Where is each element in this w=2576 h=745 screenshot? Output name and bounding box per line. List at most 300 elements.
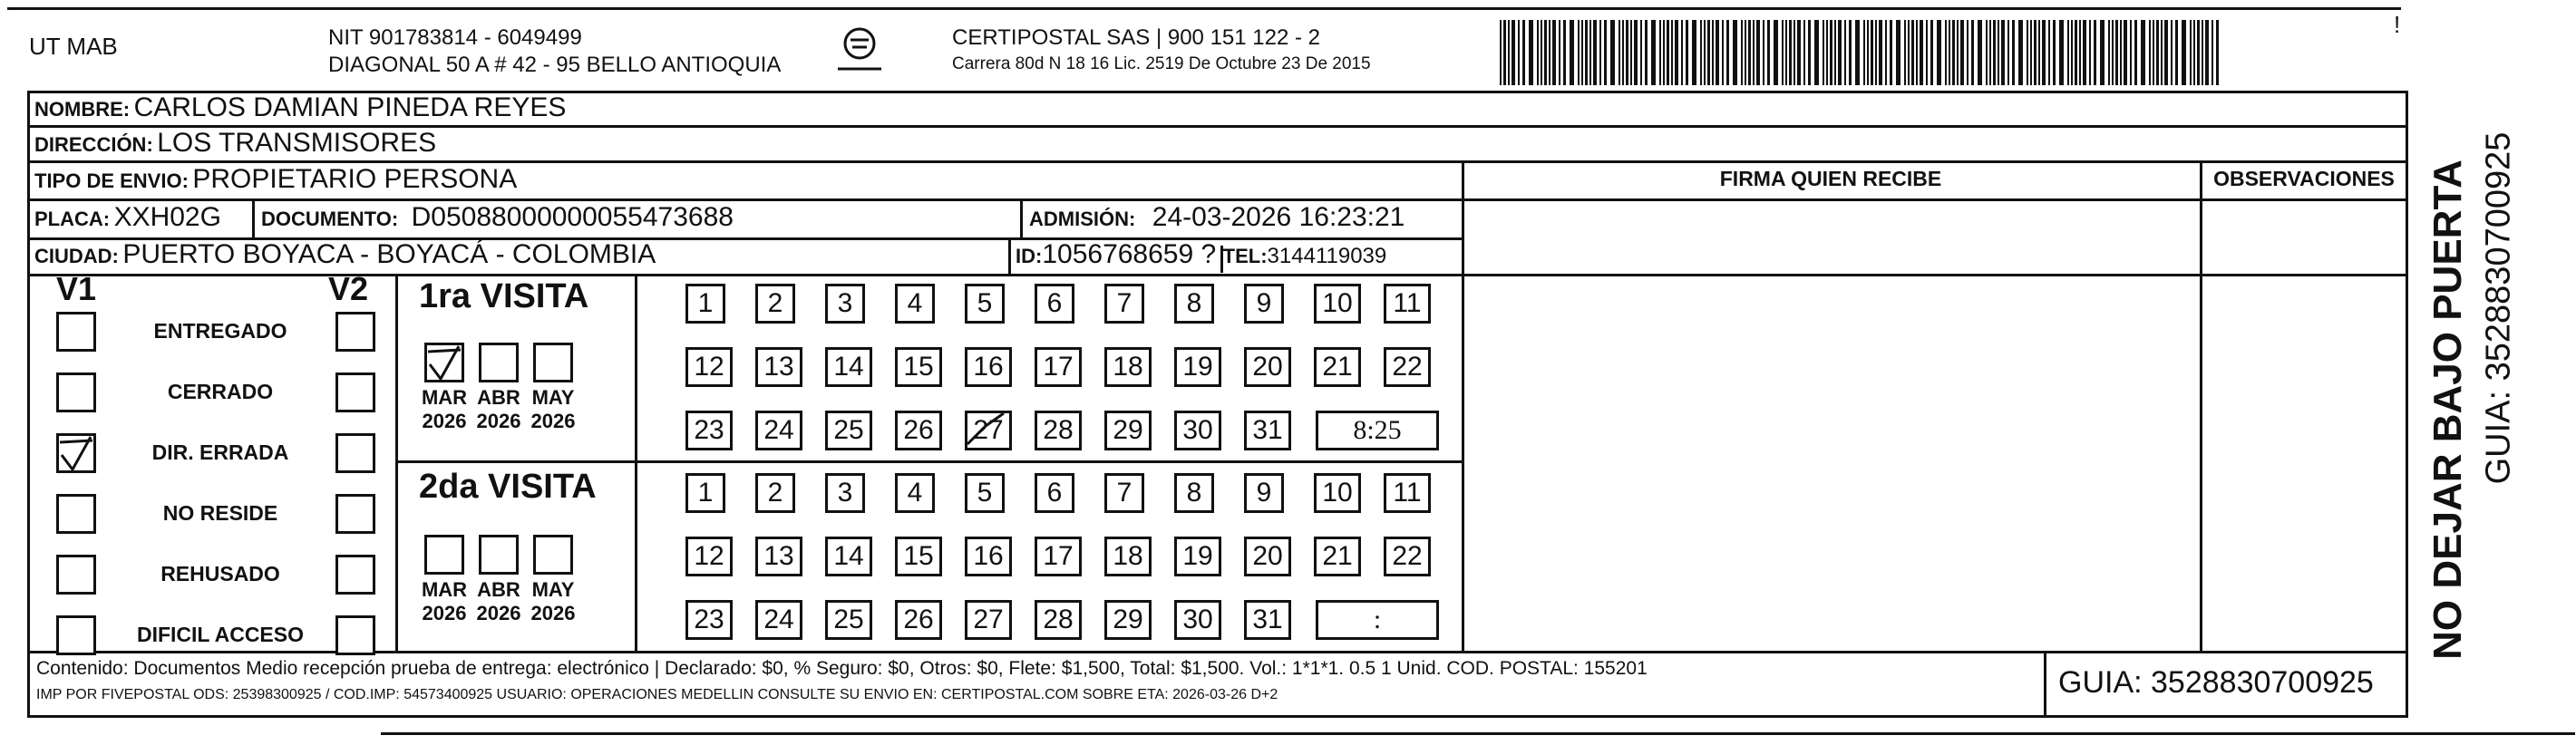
footer-guia: GUIA: 3528830700925: [2058, 665, 2374, 700]
documento-field: [261, 202, 734, 233]
day-cell[interactable]: [965, 600, 1012, 640]
barcode-bar: [2079, 20, 2081, 85]
barcode-bar: [1659, 20, 1661, 85]
month-checkbox[interactable]: [533, 535, 573, 575]
barcode-bar: [1937, 20, 1941, 85]
barcode-bar: [1599, 20, 1601, 85]
status-v2-checkbox[interactable]: [335, 433, 375, 473]
barcode-bar: [1570, 20, 1574, 85]
sender-address: DIAGONAL 50 A # 42 - 95 BELLO ANTIOQUIA: [328, 53, 782, 77]
barcode-bar: [1896, 20, 1900, 85]
visit1-title: 1ra VISITA: [419, 277, 589, 315]
barcode-bar: [1967, 20, 1968, 85]
day-number: 24: [763, 415, 794, 445]
day-number: 14: [833, 541, 864, 571]
barcode-bar: [2197, 20, 2200, 85]
barcode-bar: [1993, 20, 1996, 85]
day-cell[interactable]: [1384, 537, 1431, 576]
barcode-bar: [2182, 20, 2186, 85]
status-v1-checkbox[interactable]: [56, 372, 96, 412]
day-cell[interactable]: [825, 347, 872, 387]
day-cell[interactable]: [1244, 537, 1291, 576]
barcode-bar: [2190, 20, 2192, 85]
observaciones-header: OBSERVACIONES: [2213, 167, 2395, 190]
barcode-bar: [1634, 20, 1638, 85]
direccion-field: [34, 128, 436, 159]
day-number: 12: [694, 352, 724, 382]
day-number: 15: [903, 541, 934, 571]
day-cell[interactable]: [1104, 600, 1152, 640]
day-number: 4: [907, 478, 923, 508]
day-cell[interactable]: [895, 347, 942, 387]
status-v1-checkbox[interactable]: [56, 615, 96, 655]
barcode-bar: [1797, 20, 1801, 85]
barcode-bar: [1626, 20, 1628, 85]
barcode-bar: [1789, 20, 1792, 85]
day-number: 8: [1186, 288, 1202, 318]
day-number: 1: [697, 478, 714, 508]
day-number: 3: [837, 288, 853, 318]
barcode-bar: [2112, 20, 2114, 85]
day-cell[interactable]: [685, 284, 725, 324]
tel-label: TEL:: [1222, 245, 1268, 267]
barcode-bar: [2094, 20, 2096, 85]
barcode-bar: [1745, 20, 1746, 85]
day-cell[interactable]: [1244, 473, 1284, 513]
barcode-bar: [2115, 20, 2118, 85]
day-number: 17: [1043, 352, 1074, 382]
time-field[interactable]: [1316, 411, 1439, 450]
barcode-bar: [1675, 20, 1678, 85]
barcode-bar: [1610, 20, 1615, 85]
month-checkbox[interactable]: [533, 343, 573, 382]
day-number: 27: [973, 415, 1004, 445]
day-cell[interactable]: [965, 537, 1012, 576]
barcode-bar: [2059, 20, 2064, 85]
id-label: ID:: [1016, 245, 1043, 267]
status-v1-checkbox[interactable]: [56, 433, 96, 473]
barcode-bar: [2175, 20, 2178, 85]
day-cell[interactable]: [685, 600, 733, 640]
day-number: 21: [1322, 541, 1353, 571]
tipo-envio-label: TIPO DE ENVIO:: [34, 169, 189, 192]
barcode-bar: [2164, 20, 2168, 85]
day-cell[interactable]: [1104, 411, 1152, 450]
tipo-envio-value: PROPIETARIO PERSONA: [192, 164, 518, 194]
day-number: 30: [1182, 415, 1213, 445]
barcode-bar: [1712, 20, 1714, 85]
month-checkbox[interactable]: [424, 535, 464, 575]
barcode-bar: [1767, 20, 1770, 85]
barcode-bar: [1774, 20, 1778, 85]
day-cell[interactable]: [755, 473, 795, 513]
day-cell[interactable]: [1174, 411, 1221, 450]
status-v2-checkbox[interactable]: [335, 372, 375, 412]
day-cell[interactable]: [1174, 473, 1214, 513]
footer-imp: IMP POR FIVEPOSTAL ODS: 25398300925 / COD.IMP: 54573400925 USUARIO: OPERACIONES MEDELLIN CONSULTE SU ENVIO EN: CERTIPOSTAL.COM SOBRE ETA: 2026-03-26 D+2: [36, 687, 1278, 702]
status-label: DIR. ERRADA: [151, 440, 289, 464]
barcode-bar: [1826, 20, 1828, 85]
month-checkbox[interactable]: [479, 535, 519, 575]
day-number: 28: [1043, 605, 1074, 634]
barcode-bar: [1651, 20, 1656, 85]
day-number: 18: [1113, 352, 1143, 382]
day-number: 25: [833, 605, 864, 634]
day-cell[interactable]: [1104, 284, 1144, 324]
corner-mark: !: [2394, 11, 2401, 38]
day-cell[interactable]: [1244, 284, 1284, 324]
barcode-bar: [2120, 20, 2122, 85]
no-dejar-bajo-puerta: NO DEJAR BAJO PUERTA: [2425, 160, 2470, 660]
barcode-bar: [2075, 20, 2077, 85]
day-cell[interactable]: [685, 347, 733, 387]
placa-value: XXH02G: [113, 202, 221, 232]
day-cell[interactable]: [895, 411, 942, 450]
day-number: 31: [1252, 415, 1283, 445]
barcode-bar: [1692, 20, 1696, 85]
month-checkbox[interactable]: [424, 343, 464, 382]
barcode-bar: [1549, 20, 1550, 85]
month-label: ABR: [477, 386, 520, 409]
barcode-bar: [1814, 20, 1819, 85]
year-label: 2026: [476, 410, 521, 432]
month-label: MAR: [421, 386, 468, 409]
day-cell[interactable]: [825, 537, 872, 576]
day-cell[interactable]: [1104, 537, 1152, 576]
day-cell[interactable]: [1035, 537, 1082, 576]
barcode-bar: [2216, 20, 2219, 85]
day-cell[interactable]: [1104, 347, 1152, 387]
barcode-bar: [2053, 20, 2056, 85]
day-cell[interactable]: [965, 411, 1012, 450]
day-cell[interactable]: [825, 600, 872, 640]
day-number: 15: [903, 352, 934, 382]
status-v1-checkbox[interactable]: [56, 555, 96, 595]
day-number: 26: [903, 415, 934, 445]
barcode-bar: [1563, 20, 1566, 85]
day-number: 30: [1182, 605, 1213, 634]
barcode-bar: [1763, 20, 1764, 85]
barcode-bar: [1585, 20, 1588, 85]
barcode-bar: [1855, 20, 1860, 85]
barcode-bar: [1722, 20, 1724, 85]
day-cell[interactable]: [685, 473, 725, 513]
barcode-bar: [2027, 20, 2028, 85]
day-cell[interactable]: [1314, 537, 1361, 576]
barcode-bar: [2124, 20, 2127, 85]
day-number: 31: [1252, 605, 1283, 634]
barcode-bar: [1879, 20, 1882, 85]
barcode-bar: [1793, 20, 1795, 85]
barcode-bar: [1663, 20, 1665, 85]
direccion-value: LOS TRANSMISORES: [157, 128, 437, 158]
day-number: 11: [1393, 288, 1422, 318]
day-cell[interactable]: [755, 600, 802, 640]
day-number: 16: [973, 352, 1004, 382]
barcode-bar: [1823, 20, 1824, 85]
barcode-bar: [1541, 20, 1542, 85]
barcode-bar: [1989, 20, 1991, 85]
day-number: 11: [1393, 478, 1422, 508]
barcode-bar: [1920, 20, 1923, 85]
day-number: 2: [767, 288, 783, 318]
day-number: 29: [1113, 605, 1143, 634]
barcode-bar: [1871, 20, 1873, 85]
barcode-bar: [1716, 20, 1719, 85]
barcode-bar: [2034, 20, 2036, 85]
month-label: MAY: [531, 386, 575, 409]
barcode-bar: [2153, 20, 2154, 85]
ciudad-value: PUERTO BOYACA - BOYACÁ - COLOMBIA: [122, 239, 656, 269]
tipo-envio-field: [34, 164, 517, 195]
sender-nit: NIT 901783814 - 6049499: [328, 25, 582, 50]
day-number: 26: [903, 605, 934, 634]
day-cell[interactable]: [1384, 347, 1431, 387]
day-number: 28: [1043, 415, 1074, 445]
barcode-bar: [1508, 20, 1510, 85]
nombre-value: CARLOS DAMIAN PINEDA REYES: [133, 92, 567, 122]
barcode-bar: [1544, 20, 1547, 85]
barcode-bar: [1704, 20, 1706, 85]
barcode-bar: [1559, 20, 1560, 85]
day-cell[interactable]: [755, 411, 802, 450]
barcode-bar: [1630, 20, 1632, 85]
barcode-bar: [1838, 20, 1842, 85]
barcode-bar: [2141, 20, 2145, 85]
day-cell[interactable]: [965, 473, 1005, 513]
barcode-bar: [1671, 20, 1673, 85]
day-number: 20: [1252, 541, 1283, 571]
status-v2-checkbox[interactable]: [335, 555, 375, 595]
barcode-bar: [2149, 20, 2151, 85]
day-number: 17: [1043, 541, 1074, 571]
barcode-bar: [1619, 20, 1620, 85]
day-number: 7: [1116, 478, 1132, 508]
day-number: 3: [837, 478, 853, 508]
visit2-title: 2da VISITA: [419, 468, 597, 506]
day-cell[interactable]: [1314, 347, 1361, 387]
barcode-bar: [2193, 20, 2195, 85]
day-cell[interactable]: [1035, 347, 1082, 387]
barcode-bar: [2171, 20, 2173, 85]
day-cell[interactable]: [1035, 284, 1074, 324]
day-cell[interactable]: [965, 347, 1012, 387]
day-cell[interactable]: [685, 537, 733, 576]
day-cell[interactable]: [1035, 473, 1074, 513]
barcode-bar: [1589, 20, 1591, 85]
day-number: 7: [1116, 288, 1132, 318]
footer-contenido: Contenido: Documentos Medio recepción prueba de entrega: electrónico | Declarado: $0, % Seguro: $0, Otros: $0, Flete: $1,500, Total: $1,500. Vol.: 1*1*1. 0.5 1 Unid. COD. POSTAL: 155201: [36, 658, 1648, 679]
barcode-bar: [1741, 20, 1743, 85]
barcode-bar: [1622, 20, 1624, 85]
day-cell[interactable]: [895, 284, 935, 324]
barcode-bar: [1753, 20, 1755, 85]
barcode-bar: [2048, 20, 2050, 85]
barcode-bar: [1960, 20, 1964, 85]
barcode-bar: [2007, 20, 2009, 85]
placa-label: PLACA:: [34, 208, 111, 230]
barcode-bar: [2018, 20, 2023, 85]
day-cell[interactable]: [755, 537, 802, 576]
day-cell[interactable]: [825, 284, 865, 324]
barcode-bar: [2071, 20, 2073, 85]
barcode-bar: [2042, 20, 2046, 85]
status-label: REHUSADO: [160, 562, 280, 585]
placa-field: [34, 202, 221, 233]
day-number: 23: [694, 415, 724, 445]
barcode-bar: [1593, 20, 1597, 85]
day-number: 19: [1182, 352, 1213, 382]
company-name: CERTIPOSTAL SAS | 900 151 122 - 2: [952, 25, 1320, 50]
barcode-bar: [1681, 20, 1683, 85]
day-number: 10: [1322, 288, 1353, 318]
tel-value: 3144119039: [1267, 244, 1387, 268]
day-cell[interactable]: [825, 473, 865, 513]
time-field[interactable]: [1316, 600, 1439, 640]
barcode-bar: [1867, 20, 1869, 85]
barcode-bar: [1885, 20, 1887, 85]
month-label: MAY: [531, 578, 575, 601]
day-cell[interactable]: [895, 473, 935, 513]
time-value: 8:25: [1353, 415, 1402, 445]
day-cell[interactable]: [1244, 347, 1291, 387]
barcode-bar: [1875, 20, 1877, 85]
day-number: 5: [977, 288, 993, 318]
nombre-label: NOMBRE:: [34, 98, 131, 121]
day-number: 8: [1186, 478, 1202, 508]
barcode-bar: [1971, 20, 1974, 85]
status-v1-checkbox[interactable]: [56, 494, 96, 534]
barcode-bar: [1686, 20, 1688, 85]
day-cell[interactable]: [1174, 537, 1221, 576]
day-number: 10: [1322, 478, 1353, 508]
status-v2-checkbox[interactable]: [335, 312, 375, 352]
certipostal-logo: [832, 25, 887, 76]
day-cell[interactable]: [1174, 600, 1221, 640]
barcode-bar: [2030, 20, 2032, 85]
day-cell[interactable]: [1174, 347, 1221, 387]
admision-field: [1029, 202, 1405, 233]
barcode-bar: [1518, 20, 1520, 85]
barcode-bar: [1849, 20, 1852, 85]
day-cell[interactable]: [1035, 411, 1082, 450]
barcode-bar: [2038, 20, 2040, 85]
barcode-bar: [1512, 20, 1515, 85]
ciudad-label: CIUDAD:: [34, 245, 119, 267]
barcode-bar: [1733, 20, 1737, 85]
barcode-bar: [1952, 20, 1955, 85]
day-cell[interactable]: [1244, 411, 1291, 450]
day-cell[interactable]: [1035, 600, 1082, 640]
admision-value: 24-03-2026 16:23:21: [1152, 202, 1405, 232]
barcode-bar: [1863, 20, 1865, 85]
day-number: 6: [1046, 288, 1063, 318]
barcode-bar: [1945, 20, 1947, 85]
barcode-bar: [1808, 20, 1811, 85]
year-label: 2026: [530, 410, 576, 432]
firma-header: FIRMA QUIEN RECIBE: [1719, 167, 1942, 190]
barcode-bar: [1503, 20, 1506, 85]
day-number: 16: [973, 541, 1004, 571]
day-cell[interactable]: [1174, 284, 1214, 324]
barcode-bar: [1748, 20, 1751, 85]
day-cell[interactable]: [965, 284, 1005, 324]
day-cell[interactable]: [1314, 473, 1361, 513]
day-number: 9: [1256, 288, 1272, 318]
status-v1-checkbox[interactable]: [56, 312, 96, 352]
admision-label: ADMISIÓN:: [1029, 208, 1136, 230]
day-cell[interactable]: [895, 600, 942, 640]
day-cell[interactable]: [1384, 473, 1431, 513]
barcode-bar: [1604, 20, 1607, 85]
day-cell[interactable]: [825, 411, 872, 450]
barcode-bar: [1578, 20, 1580, 85]
barcode-bar: [2205, 20, 2209, 85]
year-label: 2026: [476, 602, 521, 624]
barcode-bar: [1916, 20, 1918, 85]
day-number: 6: [1046, 478, 1063, 508]
barcode-bar: [2202, 20, 2203, 85]
barcode-bar: [2100, 20, 2105, 85]
barcode-bar: [2083, 20, 2086, 85]
day-cell[interactable]: [1244, 600, 1291, 640]
day-cell[interactable]: [895, 537, 942, 576]
month-label: ABR: [477, 578, 520, 601]
year-label: 2026: [422, 410, 467, 432]
day-cell[interactable]: [685, 411, 733, 450]
day-number: 4: [907, 288, 923, 318]
year-label: 2026: [530, 602, 576, 624]
ciudad-field: [34, 239, 656, 270]
status-label: CERRADO: [167, 380, 274, 403]
barcode-bar: [1581, 20, 1583, 85]
barcode-bar: [1756, 20, 1760, 85]
day-number: 5: [977, 478, 993, 508]
barcode-bar: [2012, 20, 2015, 85]
day-cell[interactable]: [1104, 473, 1144, 513]
day-cell[interactable]: [1314, 284, 1361, 324]
barcode-bar: [1957, 20, 1959, 85]
barcode-bar: [1667, 20, 1669, 85]
barcode-bar: [1552, 20, 1556, 85]
day-number: 13: [763, 352, 794, 382]
barcode-bar: [1522, 20, 1525, 85]
status-v2-checkbox[interactable]: [335, 615, 375, 655]
barcode-bar: [2156, 20, 2159, 85]
barcode-bar: [1998, 20, 1999, 85]
day-number: 2: [767, 478, 783, 508]
status-v2-checkbox[interactable]: [335, 494, 375, 534]
barcode-bar: [1834, 20, 1836, 85]
v2-label: V2: [328, 270, 369, 307]
day-cell[interactable]: [755, 284, 795, 324]
day-cell[interactable]: [1384, 284, 1431, 324]
barcode-bar: [1949, 20, 1950, 85]
day-number: 22: [1392, 352, 1423, 382]
month-checkbox[interactable]: [479, 343, 519, 382]
status-label: NO RESIDE: [162, 501, 278, 525]
documento-value: D05088000000055473688: [411, 202, 734, 232]
side-guia: GUIA: 3528830700925: [2479, 131, 2518, 485]
barcode-bar: [1908, 20, 1910, 85]
day-number: 20: [1252, 352, 1283, 382]
day-number: 27: [973, 605, 1004, 634]
barcode-bar: [1640, 20, 1642, 85]
day-cell[interactable]: [755, 347, 802, 387]
day-number: 21: [1322, 352, 1353, 382]
direccion-label: DIRECCIÓN:: [34, 133, 153, 156]
barcode-bar: [1537, 20, 1539, 85]
